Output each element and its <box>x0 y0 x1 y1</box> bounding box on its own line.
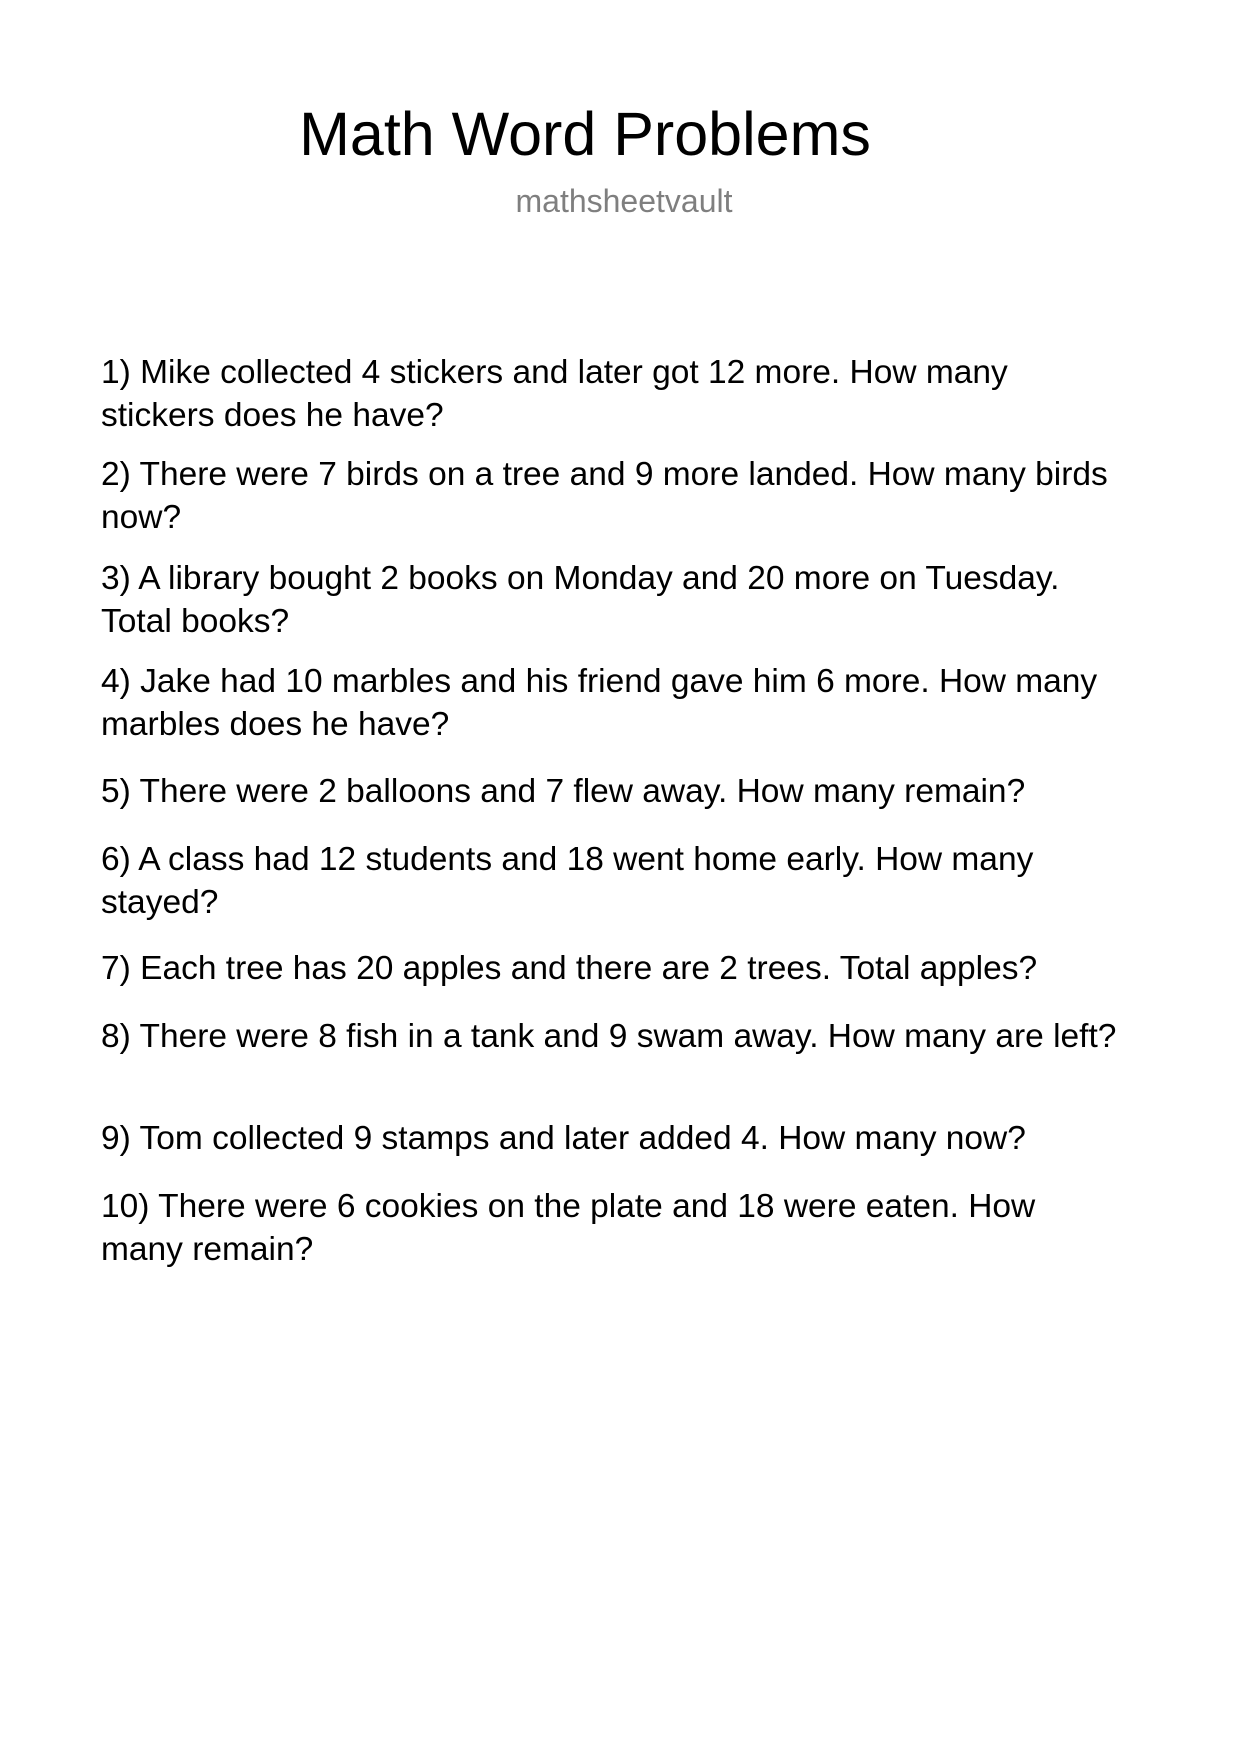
site-name: mathsheetvault <box>515 183 733 219</box>
problem-7: 7) Each tree has 20 apples and there are 2 trees. Total apples? <box>101 950 1038 987</box>
problem-10: 10) There were 6 cookies on the plate and 18 were eaten. How many remain? <box>101 1188 1036 1268</box>
problem-6: 6) A class had 12 students and 18 went home early. How many stayed? <box>101 841 1034 921</box>
problem-4: 4) Jake had 10 marbles and his friend gave him 6 more. How many marbles does he have? <box>101 663 1098 743</box>
problem-1: 1) Mike collected 4 stickers and later got 12 more. How many stickers does he have? <box>101 354 1008 434</box>
problem-2: 2) There were 7 birds on a tree and 9 more landed. How many birds now? <box>101 456 1108 536</box>
problem-5: 5) There were 2 balloons and 7 flew away. How many remain? <box>101 773 1026 810</box>
page-title: Math Word Problems <box>299 100 871 168</box>
problem-9: 9) Tom collected 9 stamps and later added 4. How many now? <box>101 1120 1026 1157</box>
problem-8: 8) There were 8 fish in a tank and 9 swam away. How many are left? <box>101 1018 1117 1055</box>
problem-3: 3) A library bought 2 books on Monday and 20 more on Tuesday. Total books? <box>101 560 1060 640</box>
